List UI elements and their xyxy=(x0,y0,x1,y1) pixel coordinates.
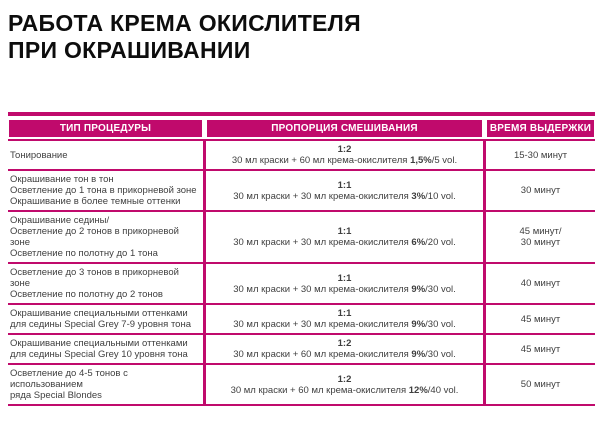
mix-pre: 30 мл краски + 30 мл крема-окислителя xyxy=(233,190,412,202)
cell-line: Осветление до 4-5 тонов с использованием xyxy=(10,368,128,390)
header-procedure-type: ТИП ПРОЦЕДУРЫ xyxy=(9,120,202,137)
cell-line: Окрашивание седины/ xyxy=(10,215,110,226)
table-bottom-border xyxy=(8,404,595,406)
mix-post: /30 vol. xyxy=(425,283,456,295)
cell-line: ряда Special Blondes xyxy=(10,390,102,401)
mix-formula xyxy=(233,191,456,202)
cell-procedure xyxy=(8,141,203,169)
mix-strength: 3% xyxy=(411,190,426,202)
mix-strength: 9% xyxy=(411,283,426,295)
page-title-line2: ПРИ ОКРАШИВАНИИ xyxy=(8,37,251,63)
cell-line: Осветление по полотну до 1 тона xyxy=(10,248,158,259)
mix-strength: 1,5% xyxy=(410,155,432,166)
cell-line: 40 минут xyxy=(520,278,561,289)
header-gap xyxy=(483,120,486,137)
cell-procedure xyxy=(8,365,203,404)
table-row xyxy=(8,141,595,169)
mix-strength: 12% xyxy=(408,384,428,396)
mix-post: /30 vol. xyxy=(425,349,456,360)
cell-line: 15-30 минут xyxy=(513,149,568,161)
mix-post: /40 vol. xyxy=(427,384,459,396)
mix-ratio: 1:1 xyxy=(337,179,352,191)
page-title-line1: РАБОТА КРЕМА ОКИСЛИТЕЛЯ xyxy=(8,10,361,36)
cell-time xyxy=(486,305,595,333)
mix-pre: 30 мл краски + 60 мл крема-окислителя xyxy=(230,384,409,396)
mix-pre: 30 мл краски + 30 мл крема-окислителя xyxy=(233,319,412,330)
mix-ratio: 1:2 xyxy=(337,338,352,349)
cell-time xyxy=(486,171,595,210)
cell-line: 45 минут xyxy=(520,343,561,355)
cell-mixing xyxy=(206,212,483,262)
cell-line: Тонирование xyxy=(10,149,68,161)
table-row xyxy=(8,264,595,303)
cell-procedure xyxy=(8,212,203,262)
cell-procedure xyxy=(8,305,203,333)
table-header-row xyxy=(8,120,595,137)
cell-mixing xyxy=(206,141,483,169)
cell-line: 30 минут xyxy=(520,237,561,248)
header-exposure-time: ВРЕМЯ ВЫДЕРЖКИ xyxy=(487,120,594,137)
mix-ratio: 1:2 xyxy=(337,144,352,155)
cell-line: для седины Special Grey 10 уровня тона xyxy=(10,349,188,360)
table-row xyxy=(8,171,595,210)
cell-mixing xyxy=(206,264,483,303)
cell-line: Осветление до 3 тонов в прикорневой зоне xyxy=(10,267,179,289)
cell-procedure xyxy=(8,264,203,303)
cell-line: Окрашивание специальными оттенками xyxy=(10,308,188,319)
mix-post: /10 vol. xyxy=(425,190,456,202)
table-row xyxy=(8,335,595,363)
cell-time xyxy=(486,141,595,169)
mix-post: /5 vol. xyxy=(431,155,458,166)
mix-pre: 30 мл краски + 60 мл крема-окислителя xyxy=(231,155,411,166)
mix-strength: 9% xyxy=(411,319,426,330)
mix-post: /20 vol. xyxy=(425,237,456,248)
mix-pre: 30 мл краски + 60 мл крема-окислителя xyxy=(233,349,412,360)
cell-line: Окрашивание в более темные оттенки xyxy=(10,196,181,207)
mix-formula xyxy=(233,349,456,360)
mix-pre: 30 мл краски + 30 мл крема-окислителя xyxy=(233,237,412,248)
cell-line: 45 минут/ xyxy=(519,226,562,237)
mix-ratio: 1:2 xyxy=(337,373,352,385)
cell-line: Осветление до 1 тона в прикорневой зоне xyxy=(10,185,197,196)
cell-time xyxy=(486,264,595,303)
cell-time xyxy=(486,212,595,262)
mix-formula xyxy=(233,284,456,295)
mix-formula xyxy=(233,319,456,330)
cell-procedure xyxy=(8,335,203,363)
cell-time xyxy=(486,335,595,363)
header-mixing-proportion: ПРОПОРЦИЯ СМЕШИВАНИЯ xyxy=(207,120,482,137)
table-row xyxy=(8,365,595,404)
table-top-border xyxy=(8,112,595,116)
cell-procedure xyxy=(8,171,203,210)
cell-line: 45 минут xyxy=(520,313,561,325)
mix-post: /30 vol. xyxy=(425,319,456,330)
cell-mixing xyxy=(206,171,483,210)
cell-line: Осветление до 2 тонов в прикорневой зоне xyxy=(10,226,179,248)
mix-ratio: 1:1 xyxy=(337,226,352,237)
header-gap xyxy=(203,120,206,137)
table-row xyxy=(8,305,595,333)
oxidizer-table xyxy=(8,112,595,406)
mix-ratio: 1:1 xyxy=(337,308,352,319)
cell-line: Окрашивание тон в тон xyxy=(10,174,114,185)
mix-strength: 9% xyxy=(411,349,426,360)
mix-formula xyxy=(232,155,457,166)
table-row xyxy=(8,212,595,262)
cell-mixing xyxy=(206,365,483,404)
cell-mixing xyxy=(206,305,483,333)
cell-line: Окрашивание специальными оттенками xyxy=(10,338,188,349)
cell-line: Осветление по полотну до 2 тонов xyxy=(10,289,163,300)
page-title xyxy=(8,10,595,64)
mix-formula xyxy=(233,237,456,248)
mix-ratio: 1:1 xyxy=(337,272,352,284)
mix-strength: 6% xyxy=(411,237,426,248)
cell-line: 50 минут xyxy=(520,379,561,390)
cell-time xyxy=(486,365,595,404)
cell-mixing xyxy=(206,335,483,363)
cell-line: для седины Special Grey 7-9 уровня тона xyxy=(10,319,191,330)
cell-line: 30 минут xyxy=(520,185,561,196)
mix-pre: 30 мл краски + 30 мл крема-окислителя xyxy=(233,283,412,295)
mix-formula xyxy=(231,385,459,396)
